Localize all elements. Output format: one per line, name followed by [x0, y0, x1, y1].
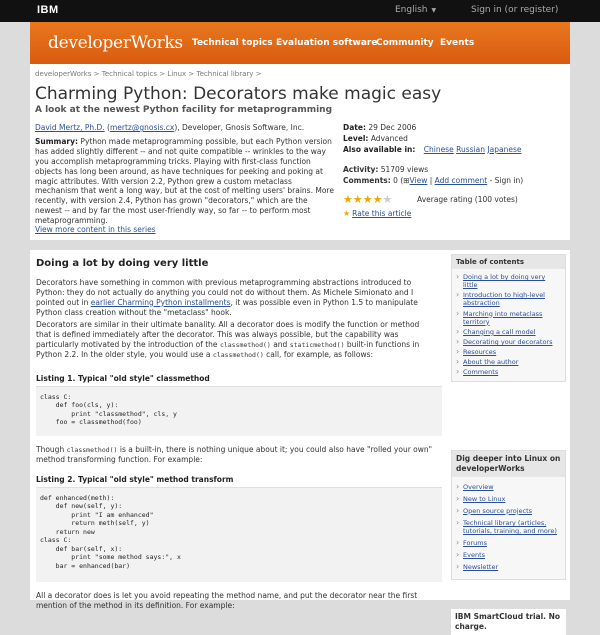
breadcrumb[interactable]: developerWorks > Technical topics > Linux > Technical library > [35, 70, 262, 78]
nav-evaluation-software[interactable]: Evaluation software [276, 38, 378, 48]
star-icon: ★ [372, 193, 383, 206]
signin-link[interactable]: Sign in (or register) [471, 5, 559, 15]
toc-item[interactable] [456, 348, 561, 356]
dig-deeper-label: Newsletter [463, 563, 499, 572]
nav-events[interactable]: Events [440, 38, 475, 48]
inline-code: staticmethod() [289, 340, 345, 349]
language-selector[interactable] [395, 5, 436, 15]
promo-title: IBM SmartCloud trial. No charge. [451, 609, 566, 635]
toc-item[interactable] [456, 338, 561, 346]
toc-item-label: Decorating your decorators [463, 337, 553, 346]
author-email-link[interactable]: mertz@gnosis.cx [109, 123, 175, 132]
chevron-down-icon: ▼ [431, 7, 437, 14]
activity-block: Activity: 51709 views Comments: 0 (⊞View | Add comment - Sign in) [343, 165, 524, 185]
dig-deeper-item[interactable] [456, 519, 561, 535]
level-label: Level: [343, 133, 369, 143]
paragraph-3 [36, 445, 436, 465]
dig-deeper-title: Dig deeper into Linux on developerWorks [452, 451, 565, 477]
view-icon: ⊞ [403, 175, 410, 185]
section-divider [30, 240, 570, 250]
star-icon: ★ [362, 193, 373, 206]
star-icon: ★ [343, 193, 353, 206]
activity-value: 51709 views [380, 165, 429, 174]
star-icon: ★ [343, 209, 351, 218]
star-rating [343, 194, 563, 206]
inline-code: classmethod() [212, 350, 264, 359]
page-content [30, 64, 570, 631]
comments-label: Comments: [343, 175, 391, 185]
table-of-contents [451, 254, 566, 382]
paragraph-text: and [273, 339, 288, 349]
dig-deeper-item[interactable] [456, 483, 561, 491]
paragraph-text: Though [36, 445, 65, 454]
paragraph-text: call, for example, as follows: [266, 349, 374, 359]
also-available-label: Also available in: [343, 144, 416, 154]
level-value: Advanced [370, 133, 408, 143]
toc-item[interactable] [456, 310, 561, 326]
toc-item[interactable] [456, 328, 561, 336]
language-label: English [395, 5, 428, 15]
comments-count: 0 [393, 175, 398, 185]
dig-deeper-item[interactable] [456, 507, 561, 515]
toc-item[interactable] [456, 291, 561, 307]
rate-article-link[interactable]: Rate this article [352, 209, 412, 218]
section-heading: Doing a lot by doing very little [36, 258, 209, 269]
article-meta [343, 123, 563, 156]
dig-deeper-label: Open source projects [463, 506, 533, 515]
lang-link-chinese[interactable]: Chinese [423, 144, 454, 154]
dig-deeper-item[interactable] [456, 563, 561, 571]
date-label: Date: [343, 123, 366, 132]
earlier-installments-link[interactable]: earlier Charming Python installments [90, 297, 231, 307]
paragraph-text: , it was possible even in Python 1.5 to manipulate Python class creation without the "metaclass" hook. [36, 297, 418, 317]
add-comment-link[interactable]: Add comment [434, 175, 488, 185]
developerworks-header [30, 22, 570, 64]
toc-item[interactable] [456, 273, 561, 289]
nav-community[interactable]: Community [376, 38, 434, 48]
page-subtitle: A look at the newest Python facility for metaprogramming [35, 105, 333, 115]
inline-code: classmethod() [219, 340, 271, 349]
toc-item-label: Doing a lot by doing very little [463, 273, 546, 290]
activity-label: Activity: [343, 165, 379, 174]
ibm-logo[interactable]: IBM [37, 4, 59, 16]
lang-link-japanese[interactable]: Japanese [487, 144, 522, 154]
smartcloud-promo[interactable] [451, 608, 566, 635]
author-link[interactable]: David Mertz, Ph.D. [35, 123, 105, 132]
dig-deeper-label: Events [463, 551, 486, 560]
toc-item-label: Marching into metaclass territory [463, 309, 543, 326]
author-line: David Mertz, Ph.D. (mertz@gnosis.cx), Developer, Gnosis Software, Inc. [35, 123, 305, 132]
ibm-masthead [0, 0, 600, 22]
toc-item-label: Resources [463, 348, 497, 356]
dig-deeper-label: New to Linux [463, 494, 506, 503]
developerworks-logo[interactable]: developerWorks [48, 33, 183, 53]
rating-text: Average rating (100 votes) [417, 195, 518, 204]
toc-title: Table of contents [452, 255, 565, 269]
view-comments-link[interactable]: View [409, 175, 428, 185]
star-empty-icon: ★ [382, 193, 393, 206]
star-icon: ★ [352, 193, 363, 206]
summary-label: Summary: [35, 137, 79, 146]
dig-deeper-label: Overview [463, 482, 494, 491]
dig-deeper-label: Technical library (articles, tutorials, training, and more) [463, 518, 557, 535]
toc-item-label: Changing a call model [463, 327, 536, 336]
toc-item-label: Introduction to high-level abstraction [463, 291, 545, 308]
paragraph-text: Decorators have something in common with previous metaprogramming abstractions introduced to Python: they do not actually do anything you could not do without them. As Michele Simionato and I pointed out in [36, 278, 414, 307]
comments-signin-note: - Sign in) [489, 175, 524, 185]
summary-text: Python made metaprogramming possible, but each Python version has added slightly different -- and not quite compatible -- wrinkles to the way you accomplish metaprogramming tricks. Playing with first-class function objects has long been around, as have techniques for peeking and poking at magic attributes. With version 2.2, Python grew a custom metaclass mechanism that went a long way, but at the cost of melting users' brains. More recently, with version 2.4, Python has grown "decorators," which are the newest -- and by far the most user-friendly way, so far -- to perform most metaprogramming. [35, 137, 334, 226]
paragraph-text: is a built-in, there is nothing unique about it; you could also have "rolled your own" method transforming function. For example: [36, 445, 433, 464]
listing-1-title: Listing 1. Typical "old style" classmethod [36, 374, 210, 383]
paragraph-1 [36, 278, 436, 318]
dig-deeper-label: Forums [463, 539, 487, 548]
paragraph-text: Decorators are similar in their ultimate banality. All a decorator does is modify the function or method that is defined immediately after the decorator. This was always possible, but the capability was particularly motivated by the introduction of the [36, 320, 420, 349]
listing-2-title: Listing 2. Typical "old style" method transform [36, 475, 234, 484]
toc-item-label: About the author [463, 358, 519, 367]
lang-link-russian[interactable]: Russian [456, 144, 486, 154]
toc-item[interactable] [456, 368, 561, 376]
code-listing-1: class C: def foo(cls, y): print "classmethod", cls, y foo = classmethod(foo) [36, 386, 442, 436]
paragraph-2 [36, 320, 436, 360]
code-listing-2: def enhanced(meth): def new(self, y): print "I am enhanced" return meth(self, y) return new class C: def bar(self, x): print "some method says:", x bar = enhanced(bar) [36, 487, 442, 582]
rate-article[interactable] [343, 208, 411, 219]
dig-deeper-box [451, 450, 566, 580]
dig-deeper-item[interactable] [456, 539, 561, 547]
dig-deeper-item[interactable] [456, 551, 561, 559]
toc-item-label: Comments [463, 368, 499, 377]
paragraph-4: All a decorator does is let you avoid repeating the method name, and put the decorator near the first mention of the method in its definition. For example: [36, 591, 418, 610]
paragraph-text: built-in functions in Python 2.2. In the older style, you would use a [36, 339, 420, 359]
toc-item[interactable] [456, 358, 561, 366]
dig-deeper-item[interactable] [456, 495, 561, 503]
more-series-link[interactable]: View more content in this series [35, 225, 156, 234]
author-role: Developer, Gnosis Software, Inc. [182, 123, 305, 132]
inline-code: classmethod() [66, 446, 118, 454]
article-summary [35, 137, 335, 226]
nav-technical-topics[interactable]: Technical topics [192, 38, 273, 48]
date-value: 29 Dec 2006 [368, 123, 417, 132]
page-title: Charming Python: Decorators make magic easy [35, 84, 442, 104]
